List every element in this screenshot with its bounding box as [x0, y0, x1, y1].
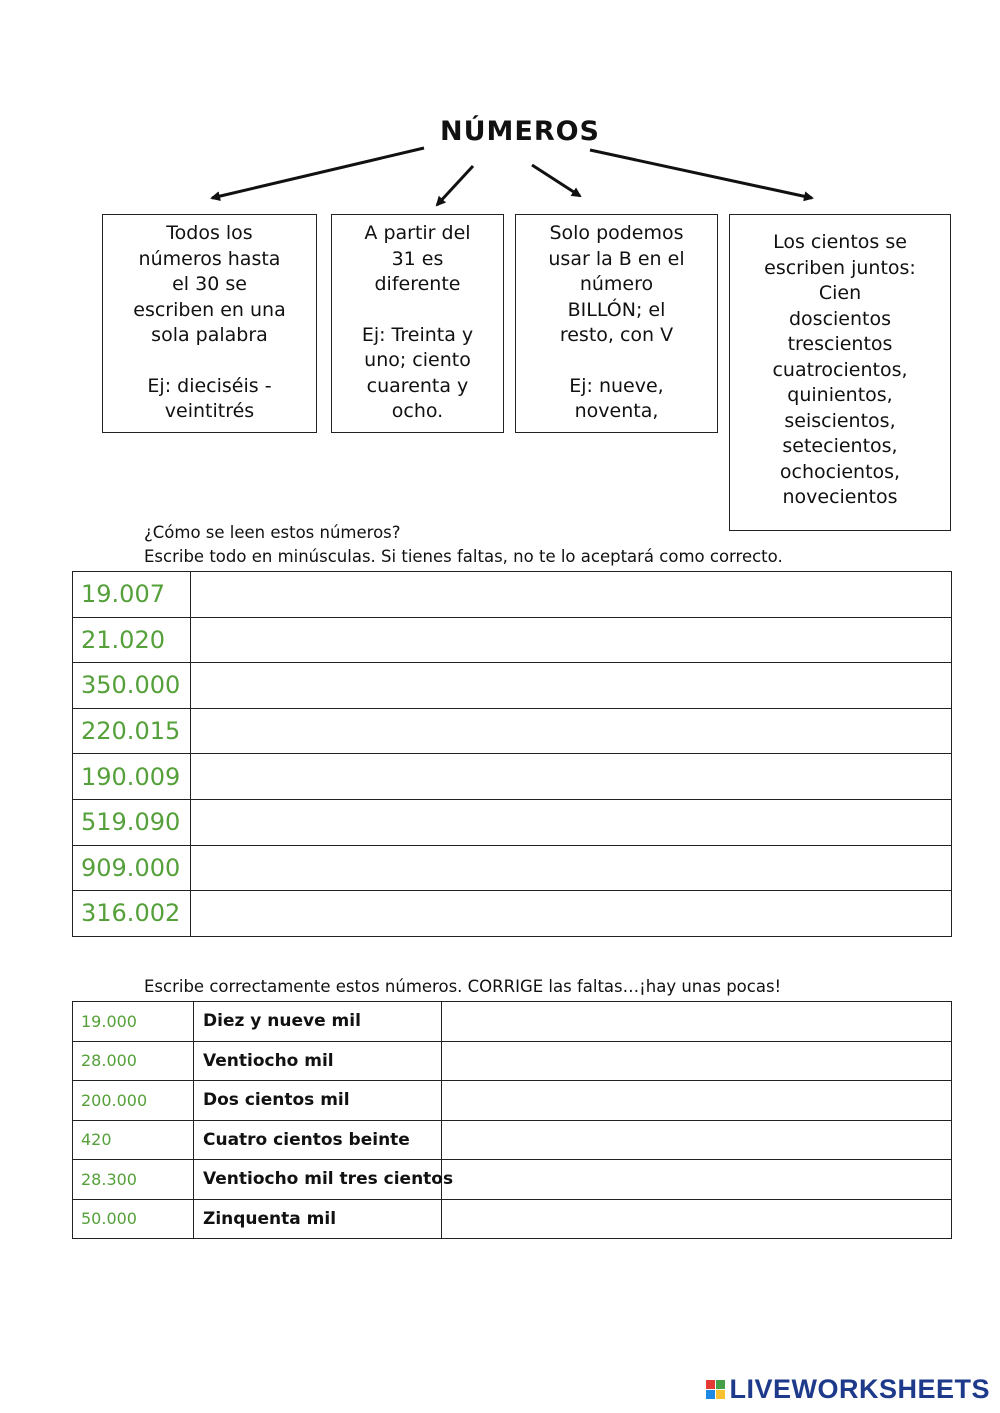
reading-table	[72, 571, 952, 937]
answer-input[interactable]	[191, 572, 952, 618]
answer-input[interactable]	[191, 708, 952, 754]
table-row	[73, 891, 952, 937]
table-row	[73, 708, 952, 754]
table-row	[73, 754, 952, 800]
misspelled-cell: Cuatro cientos beinte	[194, 1120, 442, 1160]
rule-box-2: A partir del 31 es diferente Ej: Treinta y uno; ciento cuarenta y ocho.	[331, 214, 504, 433]
arrow-1	[212, 148, 424, 198]
arrow-3	[532, 165, 580, 196]
number-cell: 28.000	[73, 1041, 194, 1081]
table-row	[73, 1041, 952, 1081]
number-cell: 220.015	[73, 708, 191, 754]
table-row	[73, 1160, 952, 1200]
answer-input[interactable]	[191, 663, 952, 709]
liveworksheets-logo	[706, 1374, 990, 1405]
section1-question: ¿Cómo se leen estos números?	[144, 523, 401, 542]
table-row	[73, 1120, 952, 1160]
misspelled-cell: Ventiocho mil	[194, 1041, 442, 1081]
rule-box-4: Los cientos se escriben juntos: Cien doscientos trescientos cuatrocientos, quinientos, seiscientos, setecientos, ochocientos, novecientos	[729, 214, 951, 531]
number-cell: 19.000	[73, 1002, 194, 1042]
page-title: NÚMEROS	[439, 116, 601, 147]
table-row	[73, 572, 952, 618]
table-row	[73, 1199, 952, 1239]
table-row	[73, 799, 952, 845]
answer-input[interactable]	[191, 799, 952, 845]
answer-input[interactable]	[191, 891, 952, 937]
rule-box-1: Todos los números hasta el 30 se escriben en una sola palabra Ej: dieciséis - veintitrés	[102, 214, 317, 433]
number-cell: 350.000	[73, 663, 191, 709]
answer-input[interactable]	[442, 1199, 952, 1239]
number-cell: 21.020	[73, 617, 191, 663]
table-row	[73, 663, 952, 709]
arrow-4	[590, 150, 812, 198]
section2-instruction: Escribe correctamente estos números. CORRIGE las faltas…¡hay unas pocas!	[144, 977, 782, 996]
misspelled-cell: Diez y nueve mil	[194, 1002, 442, 1042]
number-cell: 316.002	[73, 891, 191, 937]
misspelled-cell: Ventiocho mil tres cientos	[194, 1160, 442, 1200]
number-cell: 519.090	[73, 799, 191, 845]
number-cell: 19.007	[73, 572, 191, 618]
rule-box-3: Solo podemos usar la B en el número BILLÓN; el resto, con V Ej: nueve, noventa,	[515, 214, 718, 433]
correction-table	[72, 1001, 952, 1239]
answer-input[interactable]	[442, 1041, 952, 1081]
answer-input[interactable]	[442, 1120, 952, 1160]
number-cell: 200.000	[73, 1081, 194, 1121]
section1-instruction: Escribe todo en minúsculas. Si tienes faltas, no te lo aceptará como correcto.	[144, 547, 783, 566]
answer-input[interactable]	[191, 617, 952, 663]
answer-input[interactable]	[442, 1160, 952, 1200]
number-cell: 50.000	[73, 1199, 194, 1239]
arrow-2	[437, 166, 473, 205]
answer-input[interactable]	[442, 1002, 952, 1042]
misspelled-cell: Zinquenta mil	[194, 1199, 442, 1239]
logo-text: LIVEWORKSHEETS	[729, 1374, 990, 1404]
logo-icon	[706, 1380, 725, 1399]
answer-input[interactable]	[442, 1081, 952, 1121]
number-cell: 420	[73, 1120, 194, 1160]
table-row	[73, 845, 952, 891]
number-cell: 28.300	[73, 1160, 194, 1200]
misspelled-cell: Dos cientos mil	[194, 1081, 442, 1121]
answer-input[interactable]	[191, 845, 952, 891]
number-cell: 190.009	[73, 754, 191, 800]
table-row	[73, 617, 952, 663]
answer-input[interactable]	[191, 754, 952, 800]
table-row	[73, 1081, 952, 1121]
table-row	[73, 1002, 952, 1042]
concept-arrows	[0, 0, 1000, 220]
number-cell: 909.000	[73, 845, 191, 891]
